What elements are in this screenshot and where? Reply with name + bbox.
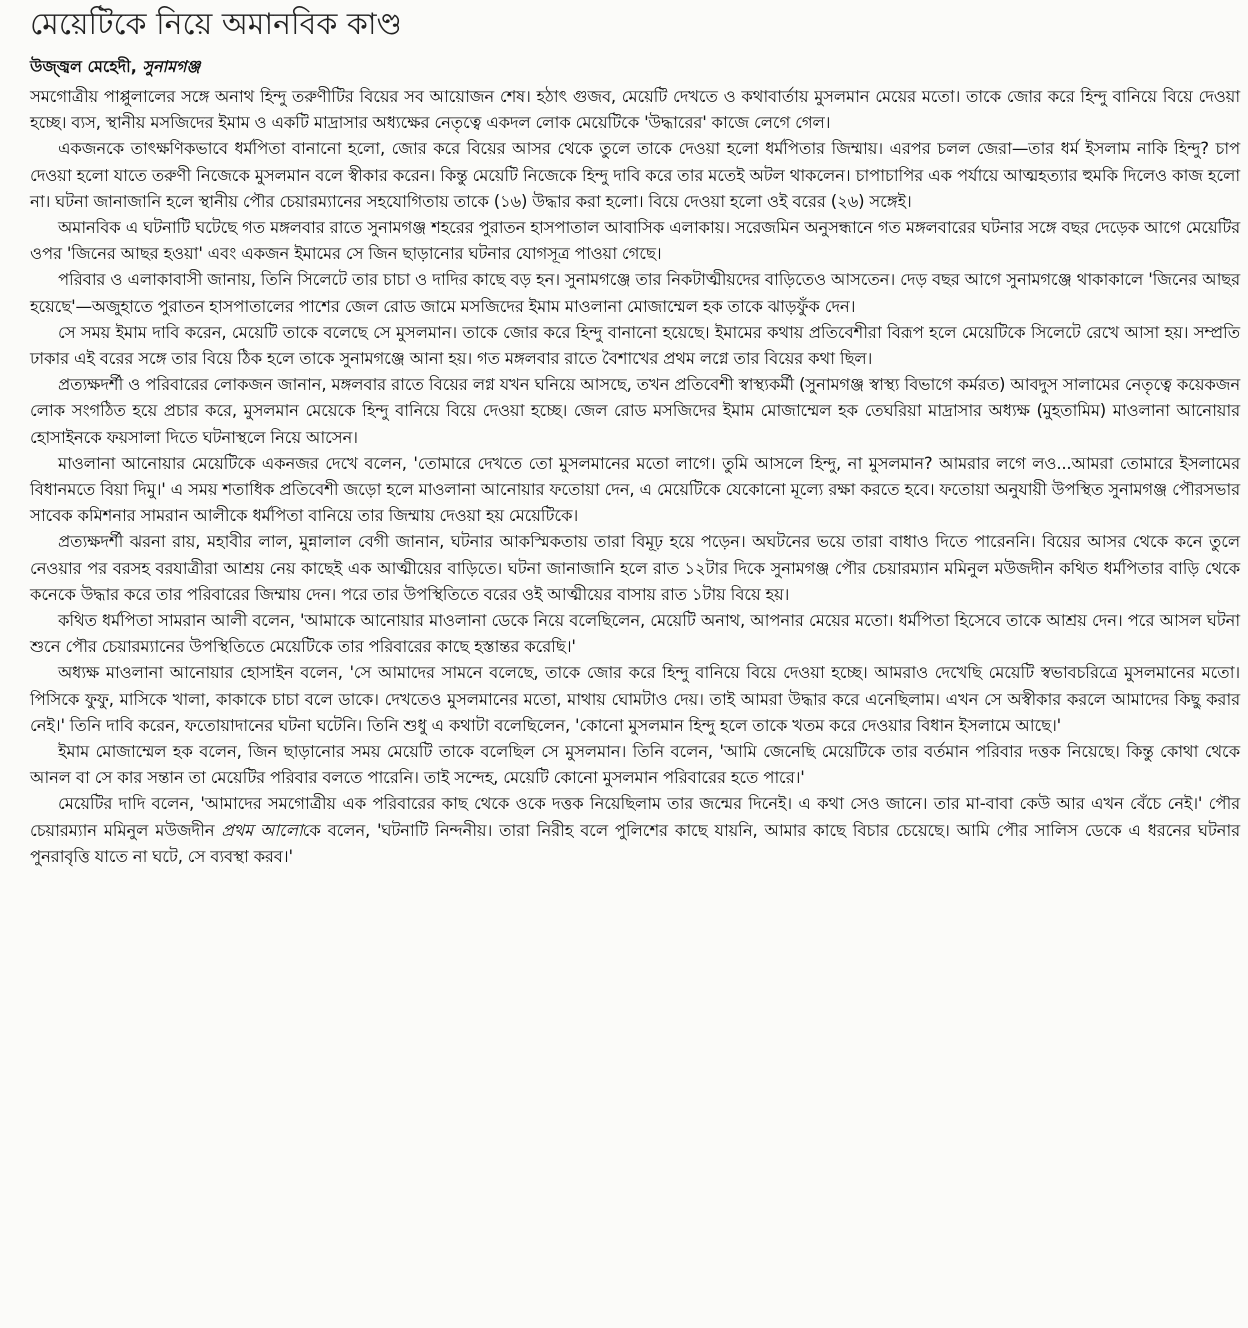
byline <box>30 56 1240 78</box>
paragraph-text: মেয়েটির দাদি বলেন, 'আমাদের সমগোত্রীয় এক পরিবারের কাছ থেকে ওকে দত্তক নিয়েছিলাম তার জন্মের দিনেই। এ কথা সেও জানে। তার মা-বাবা কেউ আর এখন বেঁচে নেই।' পৌর চেয়ারম্যান মমিনুল মউজদীন <box>30 794 1240 840</box>
publication-name: প্রথম আলো <box>221 820 303 840</box>
paragraph: পরিবার ও এলাকাবাসী জানায়, তিনি সিলেটে তার চাচা ও দাদির কাছে বড় হন। সুনামগঞ্জে তার নিকটাত্মীয়দের বাড়িতেও আসতেন। দেড় বছর আগে সুনামগঞ্জে থাকাকালে 'জিনের আছর হয়েছে'—অজুহাতে পুরাতন হাসপাতালের পাশের জেল রোড জামে মসজিদের ইমাম মাওলানা মোজাম্মেল হক তাকে ঝাড়ফুঁক দেন। <box>30 270 1240 316</box>
paragraph: ইমাম মোজাম্মেল হক বলেন, জিন ছাড়ানোর সময় মেয়েটি তাকে বলেছিল সে মুসলমান। তিনি বলেন, 'আমি জেনেছি মেয়েটিকে তার বর্তমান পরিবার দত্তক নিয়েছে। কিন্তু কোথা থেকে আনল বা সে কার সন্তান তা মেয়েটির পরিবার বলতে পারেনি। তাই সন্দেহ, মেয়েটি কোনো মুসলমান পরিবারের হতে পারে।' <box>30 742 1240 788</box>
paragraph: মাওলানা আনোয়ার মেয়েটিকে একনজর দেখে বলেন, 'তোমারে দেখতে তো মুসলমানের মতো লাগে। তুমি আসলে হিন্দু, না মুসলমান? আমরার লগে লও...আমরা তোমারে ইসলামের বিধানমতে বিয়া দিমু।' এ সময় শতাধিক প্রতিবেশী জড়ো হলে মাওলানা আনোয়ার ফতোয়া দেন, এ মেয়েটিকে যেকোনো মূল্যে রক্ষা করতে হবে। ফতোয়া অনুযায়ী উপস্থিত সুনামগঞ্জ পৌরসভার সাবেক কমিশনার সামরান আলীকে ধর্মপিতা বানিয়ে তার জিম্মায় দেওয়া হয় মেয়েটিকে। <box>30 453 1240 526</box>
paragraph: অধ্যক্ষ মাওলানা আনোয়ার হোসাইন বলেন, 'সে আমাদের সামনে বলেছে, তাকে জোর করে হিন্দু বানিয়ে বিয়ে দেওয়া হচ্ছে। আমরাও দেখেছি মেয়েটি স্বভাবচরিত্রে মুসলমানের মতো। পিসিকে ফুফু, মাসিকে খালা, কাকাকে চাচা বলে ডাকে। দেখতেও মুসলমানের মতো, মাথায় ঘোমটাও দেয়। তাই আমরা উদ্ধার করে এনেছিলাম। এখন সে অস্বীকার করলে আমাদের কিছু করার নেই।' তিনি দাবি করেন, ফতোয়াদানের ঘটনা ঘটেনি। তিনি শুধু এ কথাটা বলেছিলেন, 'কোনো মুসলমান হিন্দু হলে তাকে খতম করে দেওয়ার বিধান ইসলামে আছে।' <box>30 663 1240 735</box>
headline: মেয়েটিকে নিয়ে অমানবিক কাণ্ড <box>30 7 402 42</box>
paragraph: সমগোত্রীয় পাপ্পুলালের সঙ্গে অনাথ হিন্দু তরুণীটির বিয়ের সব আয়োজন শেষ। হঠাৎ গুজব, মেয়েটি দেখতে ও কথাবার্তায় মুসলমান মেয়ের মতো। তাকে জোর করে হিন্দু বানিয়ে বিয়ে দেওয়া হচ্ছে। ব্যস, স্থানীয় মসজিদের ইমাম ও একটি মাদ্রাসার অধ্যক্ষের নেতৃত্বে একদল লোক মেয়েটিকে 'উদ্ধারের' কাজে লেগে গেল। <box>30 87 1240 133</box>
paragraph: সে সময় ইমাম দাবি করেন, মেয়েটি তাকে বলেছে সে মুসলমান। তাকে জোর করে হিন্দু বানানো হয়েছে। ইমামের কথায় প্রতিবেশীরা বিরূপ হলে মেয়েটিকে সিলেটে রেখে আসা হয়। সম্প্রতি ঢাকার এই বরের সঙ্গে তার বিয়ে ঠিক হলে তাকে সুনামগঞ্জে আনা হয়। গত মঙ্গলবার রাতে বৈশাখের প্রথম লগ্নে তার বিয়ের কথা ছিল। <box>30 322 1240 369</box>
byline-place: সুনামগঞ্জ <box>142 57 201 76</box>
paragraph: প্রত্যক্ষদর্শী ঝরনা রায়, মহাবীর লাল, মুন্নালাল বেগী জানান, ঘটনার আকস্মিকতায় তারা বিমূঢ় হয়ে পড়েন। অঘটনের ভয়ে তারা বাধাও দিতে পারেননি। বিয়ের আসর থেকে কনে তুলে নেওয়ার পর বরসহ বরযাত্রীরা আশ্রয় নেয় কাছেই এক আত্মীয়ের বাড়িতে। ঘটনা জানাজানি হলে রাত ১২টার দিকে সুনামগঞ্জ পৌর চেয়ারম্যান মমিনুল মউজদীন কথিত ধর্মপিতার বাড়ি থেকে কনেকে উদ্ধার করে তার পরিবারের জিম্মায় দেন। পরে তার উপস্থিতিতে বরের ওই আত্মীয়ের বাসায় রাত ১টায় বিয়ে হয়। <box>30 532 1240 604</box>
article-body <box>30 84 1240 870</box>
paragraph: অমানবিক এ ঘটনাটি ঘটেছে গত মঙ্গলবার রাতে সুনামগঞ্জ শহরের পুরাতন হাসপাতাল আবাসিক এলাকায়। সরেজমিন অনুসন্ধানে গত মঙ্গলবারের ঘটনার সঙ্গে বছর দেড়েক আগে মেয়েটির ওপর 'জিনের আছর হওয়া' এবং একজন ইমামের সে জিন ছাড়ানোর ঘটনার যোগসূত্র পাওয়া গেছে। <box>30 218 1240 264</box>
paragraph: একজনকে তাৎক্ষণিকভাবে ধর্মপিতা বানানো হলো, জোর করে বিয়ের আসর থেকে তুলে তাকে দেওয়া হলো ধর্মপিতার জিম্মায়। এরপর চলল জেরা—তার ধর্ম ইসলাম নাকি হিন্দু? চাপ দেওয়া হলো যাতে তরুণী নিজেকে মুসলমান বলে স্বীকার করেন। কিন্তু মেয়েটি নিজেকে হিন্দু দাবি করে তার মতেই অটল থাকলেন। চাপাচাপির এক পর্যায়ে আত্মহত্যার হুমকি দিলেও কাজ হলো না। ঘটনা জানাজানি হলে স্থানীয় পৌর চেয়ারম্যানের সহযোগিতায় তাকে (১৬) উদ্ধার করা হলো। বিয়ে দেওয়া হলো ওই বরের (২৬) সঙ্গেই। <box>30 139 1240 211</box>
paragraph: প্রত্যক্ষদর্শী ও পরিবারের লোকজন জানান, মঙ্গলবার রাতে বিয়ের লগ্ন যখন ঘনিয়ে আসছে, তখন প্রতিবেশী স্বাস্থ্যকর্মী (সুনামগঞ্জ স্বাস্থ্য বিভাগে কর্মরত) আবদুস সালামের নেতৃত্বে কয়েকজন লোক সংগঠিত হয়ে প্রচার করে, মুসলমান মেয়েকে হিন্দু বানিয়ে বিয়ে দেওয়া হচ্ছে। জেল রোড মসজিদের ইমাম মোজাম্মেল হক তেঘরিয়া মাদ্রাসার অধ্যক্ষ (মুহতামিম) মাওলানা আনোয়ার হোসাইনকে ফয়সালা দিতে ঘটনাস্থলে নিয়ে আসেন। <box>30 375 1240 447</box>
byline-author: উজ্জ্বল মেহেদী, <box>30 57 137 76</box>
paragraph-last <box>30 791 1240 870</box>
paragraph-text: কে বলেন, 'ঘটনাটি নিন্দনীয়। তারা নিরীহ বলে পুলিশের কাছে যায়নি, আমার কাছে বিচার চেয়েছে। আমি পৌর সালিস ডেকে এ ধরনের ঘটনার পুনরাবৃত্তি যাতে না ঘটে, সে ব্যবস্থা করব।' <box>30 820 1240 866</box>
paragraph: কথিত ধর্মপিতা সামরান আলী বলেন, 'আমাকে আনোয়ার মাওলানা ডেকে নিয়ে বলেছিলেন, মেয়েটি অনাথ, আপনার মেয়ের মতো। ধর্মপিতা হিসেবে তাকে আশ্রয় দেন। পরে আসল ঘটনা শুনে পৌর চেয়ারম্যানের উপস্থিতিতে মেয়েটিকে তার পরিবারের কাছে হস্তান্তর করেছি।' <box>30 611 1240 657</box>
